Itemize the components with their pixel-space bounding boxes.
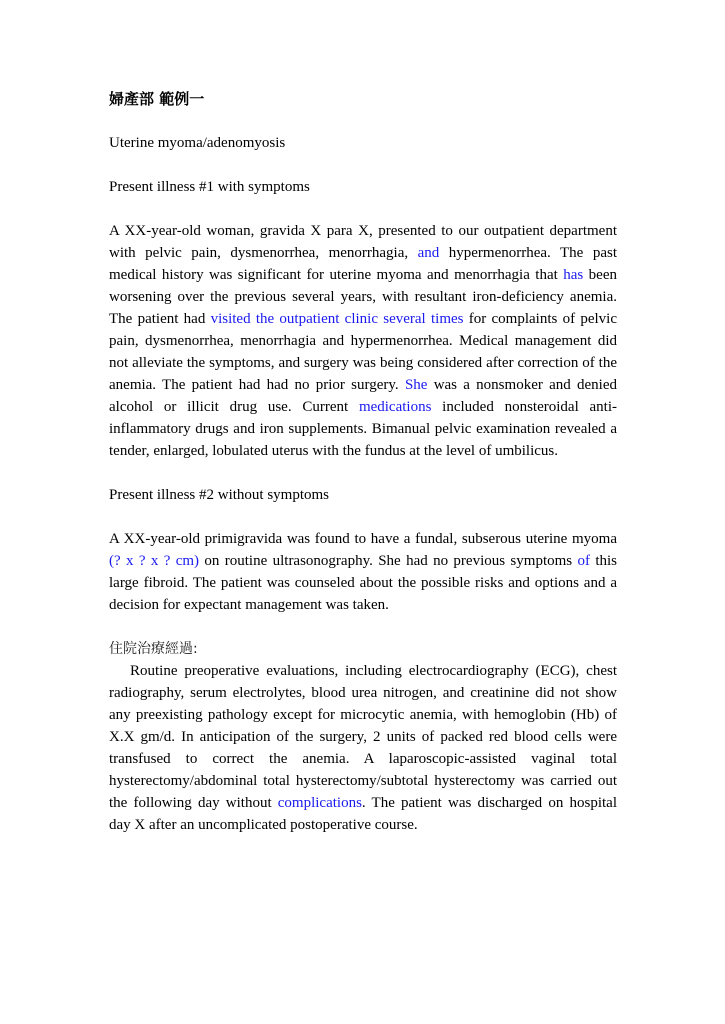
text-run: included nonsteroidal anti-inflammatory drugs and iron supplements. Bimanual pelvic examination revealed a tender, enlarged, lobulated uterus with the fundus at the level of umbilicus.: [109, 399, 617, 459]
section1-paragraph: [109, 220, 617, 462]
highlighted-text: She: [404, 377, 428, 393]
highlighted-text: and: [417, 245, 440, 261]
text-run: hypermenorrhea. The past medical history was significant for uterine myoma and menorrhagia that: [109, 245, 617, 283]
section2-heading: Present illness #2 without symptoms: [109, 487, 330, 503]
text-run: . The patient was discharged on hospital day X after an uncomplicated postoperative course.: [109, 795, 617, 833]
section2-paragraph: [109, 528, 617, 616]
section3-heading: 住院治療經過:: [109, 641, 198, 657]
highlighted-text: complications: [277, 795, 362, 811]
text-run: Routine preoperative evaluations, including electrocardiography (ECG), chest radiography, serum electrolytes, blood urea nitrogen, and creatinine did not show any preexisting pathology except for microcytic anemia, with hemoglobin (Hb) of X.X gm/d. In anticipation of the surgery, 2 units of packed red blood cells were transfused to correct the anemia. A laparoscopic-assisted vaginal total hysterectomy/abdominal total hysterectomy/subtotal hysterectomy was carried out the following day without: [109, 663, 617, 811]
text-run: for complaints of pelvic pain, dysmenorrhea, menorrhagia and hypermenorrhea. Medical management did not alleviate the symptoms, and surgery was being considered after correction of the anemia. The patient had had no prior surgery.: [109, 311, 617, 393]
text-run: this large fibroid. The patient was counseled about the possible risks and options and a decision for expectant management was taken.: [109, 553, 617, 613]
diagnosis-line: Uterine myoma/adenomyosis: [109, 135, 286, 151]
section1-heading: Present illness #1 with symptoms: [109, 179, 310, 195]
highlighted-text: (? x ? x ? cm): [109, 553, 200, 569]
text-run: on routine ultrasonography. She had no previous symptoms: [199, 553, 578, 569]
text-run: been worsening over the previous several years, with resultant iron-deficiency anemia. The patient had: [109, 267, 617, 327]
highlighted-text: visited the outpatient clinic several times: [210, 311, 464, 327]
highlighted-text: medications: [358, 399, 432, 415]
text-run: was a nonsmoker and denied alcohol or illicit drug use. Current: [109, 377, 617, 415]
highlighted-text: of: [577, 553, 590, 569]
section3-paragraph: [109, 660, 617, 836]
document-title: 婦產部 範例一: [109, 90, 205, 108]
text-run: A XX-year-old primigravida was found to have a fundal, subserous uterine myoma: [109, 531, 617, 547]
highlighted-text: has: [563, 267, 584, 283]
text-run: A XX-year-old woman, gravida X para X, presented to our outpatient department with pelvic pain, dysmenorrhea, menorrhagia,: [109, 223, 617, 261]
